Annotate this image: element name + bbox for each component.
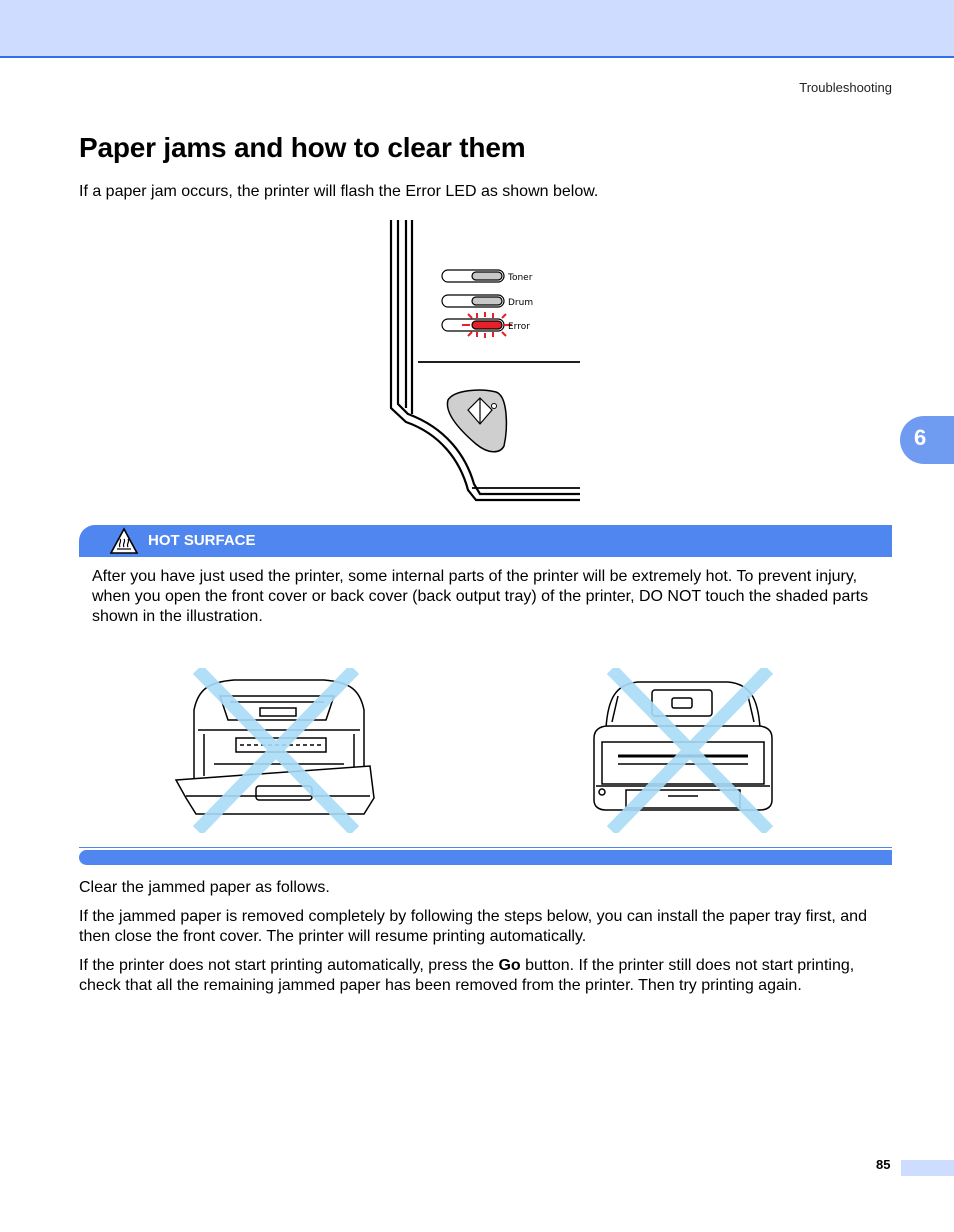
warning-text: After you have just used the printer, some internal parts of the printer will be extremely hot. To prevent injury, when you open the front cover or back cover (back output tray) of the printer, DO NOT touch the shaded parts shown in the illustration.: [92, 568, 869, 625]
led-label-toner: Toner: [508, 273, 533, 283]
page-title: Paper jams and how to clear them: [79, 132, 526, 163]
page-number: 85: [876, 1157, 891, 1172]
chapter-tab[interactable]: [900, 416, 954, 464]
chapter-number: 6: [914, 425, 927, 450]
step-intro: Clear the jammed paper as follows.: [79, 879, 330, 896]
go-button-icon: [447, 390, 506, 452]
hot-surface-icon: [109, 527, 139, 555]
go-text-after: button. If the printer still does not start printing, check that all the remaining jammed paper has been removed from the printer. Then try printing again.: [79, 957, 855, 994]
control-panel-illustration: [388, 218, 584, 514]
step-paragraph-tray: If the jammed paper is removed completely by following the steps below, you can install the paper tray first, and then close the front cover. The printer will resume printing automatically.: [79, 908, 867, 945]
led-label-drum: Drum: [508, 298, 534, 308]
section-rule: [79, 847, 892, 848]
led-label-error: Error: [508, 322, 530, 332]
printer-back-open-illustration: [588, 668, 778, 833]
intro-paragraph: If a paper jam occurs, the printer will flash the Error LED as shown below.: [79, 183, 599, 200]
warning-end-bar: [79, 850, 892, 865]
header-band: [0, 0, 954, 58]
section-header: Troubleshooting: [799, 80, 892, 95]
printer-front-open-illustration: [174, 668, 379, 833]
go-text-before: If the printer does not start printing automatically, press the: [79, 957, 499, 974]
step-paragraph-go: [79, 956, 894, 996]
hot-surface-banner: [79, 525, 892, 557]
page-tab: [901, 1160, 954, 1176]
go-button-name: Go: [498, 957, 521, 974]
warning-title: HOT SURFACE: [148, 532, 256, 549]
